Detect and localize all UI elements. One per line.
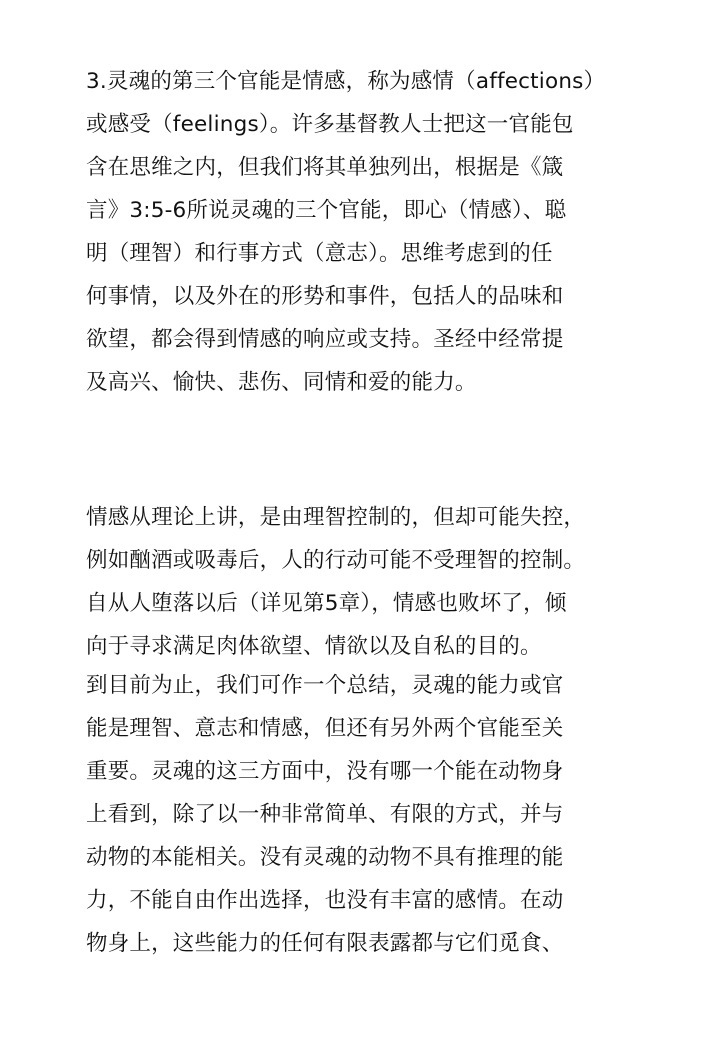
paragraph-emotions-control xyxy=(86,496,646,668)
paragraph-summary xyxy=(86,664,646,965)
text-line: 言》3:5-6所说灵魂的三个官能，即心（情感）、聪 xyxy=(86,198,567,223)
text-line: 例如酗酒或吸毒后，人的行动可能不受理智的控制。 xyxy=(86,548,586,573)
text-line: 自从人堕落以后（详见第5章），情感也败坏了，倾 xyxy=(86,591,567,616)
text-line: 或感受（feelings）。许多基督教人士把这一官能包 xyxy=(86,112,574,137)
text-line: 力，不能自由作出选择，也没有丰富的感情。在动 xyxy=(86,888,564,913)
text-line: 能是理智、意志和情感，但还有另外两个官能至关 xyxy=(86,716,564,741)
text-line: 及高兴、愉快、悲伤、同情和爱的能力。 xyxy=(86,370,477,395)
paragraph-affections xyxy=(86,60,646,404)
text-line: 到目前为止，我们可作一个总结，灵魂的能力或官 xyxy=(86,673,564,698)
text-line: 上看到，除了以一种非常简单、有限的方式，并与 xyxy=(86,802,564,827)
text-line: 欲望，都会得到情感的响应或支持。圣经中经常提 xyxy=(86,327,564,352)
text-line: 含在思维之内，但我们将其单独列出，根据是《箴 xyxy=(86,155,564,180)
text-line: 何事情，以及外在的形势和事件，包括人的品味和 xyxy=(86,284,564,309)
text-line: 物身上，这些能力的任何有限表露都与它们觅食、 xyxy=(86,931,564,956)
text-line: 情感从理论上讲，是由理智控制的，但却可能失控， xyxy=(86,505,586,530)
text-line: 动物的本能相关。没有灵魂的动物不具有推理的能 xyxy=(86,845,564,870)
text-line: 向于寻求满足肉体欲望、情欲以及自私的目的。 xyxy=(86,634,542,659)
text-line: 明（理智）和行事方式（意志）。思维考虑到的任 xyxy=(86,241,553,266)
text-line: 重要。灵魂的这三方面中，没有哪一个能在动物身 xyxy=(86,759,564,784)
text-line: 3.灵魂的第三个官能是情感，称为感情（affections） xyxy=(86,69,606,94)
